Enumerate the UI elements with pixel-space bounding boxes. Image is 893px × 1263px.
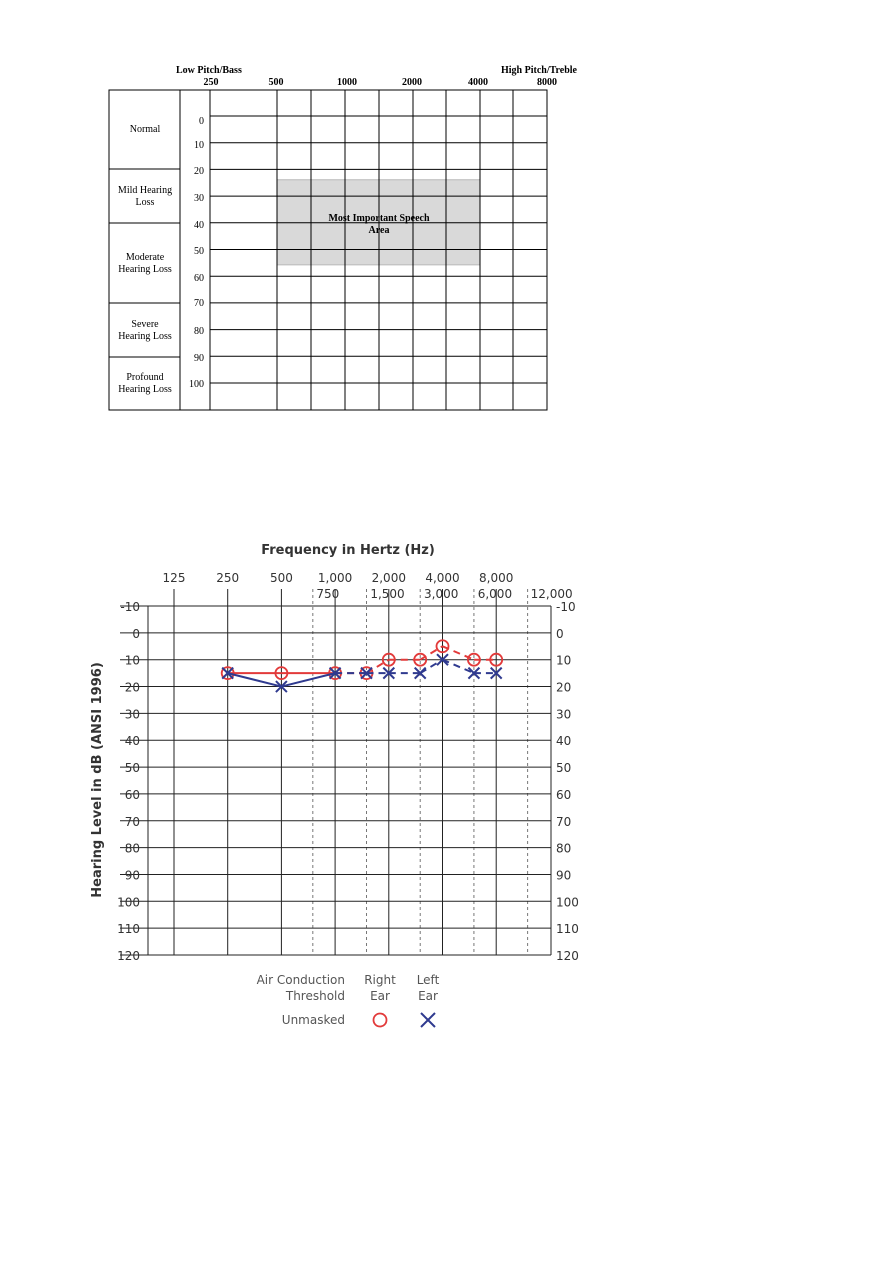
legend-right-ear-label: Right [364, 973, 396, 987]
frequency-label-2000: 2000 [402, 77, 422, 88]
x-tick-major-8,000: 8,000 [479, 571, 514, 585]
db-label-10: 10 [194, 140, 204, 151]
y-tick-left-0: 0 [132, 626, 140, 641]
category-label: Moderate [125, 252, 165, 263]
y-tick-left-20: 20 [124, 680, 140, 695]
x-tick-major-2,000: 2,000 [371, 571, 406, 585]
legend-row-label: Air Conduction [256, 973, 345, 987]
legend-left-ear-label: Left [416, 973, 440, 987]
x-tick-minor-1,500: 1,500 [370, 587, 405, 601]
db-label-90: 90 [194, 353, 204, 364]
category-label: Hearing Loss [118, 384, 172, 395]
y-tick-left-50: 50 [124, 761, 140, 776]
x-tick-minor-3,000: 3,000 [424, 587, 459, 601]
x-tick-major-125: 125 [162, 571, 186, 585]
y-tick-right-10: 10 [556, 653, 572, 668]
header-high-pitch: High Pitch/Treble [500, 65, 577, 76]
y-tick-right-110: 110 [556, 922, 579, 937]
frequency-label-250: 250 [203, 77, 219, 88]
legend-left-ear-label: Ear [418, 989, 438, 1003]
category-label: Mild Hearing [117, 185, 173, 196]
y-tick-right-40: 40 [556, 734, 572, 749]
frequency-label-1000: 1000 [337, 77, 357, 88]
y-tick-right-80: 80 [556, 841, 572, 856]
x-tick-minor-12,000: 12,000 [530, 587, 573, 601]
y-tick-right--10: -10 [556, 600, 576, 614]
frequency-label-4000: 4000 [468, 77, 488, 88]
y-tick-left--10: -10 [120, 600, 140, 614]
legend-unmasked-label: Unmasked [281, 1013, 345, 1027]
y-tick-left-80: 80 [124, 841, 140, 856]
frequency-label-8000: 8000 [537, 77, 557, 88]
y-tick-left-120: 120 [117, 949, 140, 963]
y-tick-right-90: 90 [556, 868, 572, 883]
category-label: Loss [135, 197, 155, 208]
y-tick-left-30: 30 [124, 707, 140, 722]
x-tick-major-500: 500 [269, 571, 293, 585]
y-tick-left-100: 100 [117, 895, 140, 910]
y-tick-left-110: 110 [117, 922, 140, 937]
y-tick-right-0: 0 [556, 626, 564, 641]
y-tick-left-70: 70 [124, 814, 140, 829]
y-tick-right-30: 30 [556, 707, 572, 722]
legend-circle-icon [374, 1014, 387, 1027]
db-label-100: 100 [189, 379, 204, 390]
category-label: Hearing Loss [118, 331, 172, 342]
speech-area-label: Most Important Speech [328, 213, 430, 224]
db-label-30: 30 [194, 193, 204, 204]
y-tick-right-60: 60 [556, 787, 572, 802]
audiogram-title: Frequency in Hertz (Hz) [261, 543, 435, 558]
y-axis-label: Hearing Level in dB (ANSI 1996) [90, 662, 105, 898]
y-tick-left-10: 10 [124, 653, 140, 668]
y-tick-left-90: 90 [124, 868, 140, 883]
y-tick-left-60: 60 [124, 787, 140, 802]
y-tick-right-50: 50 [556, 761, 572, 776]
y-tick-right-20: 20 [556, 680, 572, 695]
category-label: Hearing Loss [118, 264, 172, 275]
x-tick-major-1,000: 1,000 [317, 571, 353, 585]
category-label: Profound [126, 372, 164, 383]
y-tick-right-120: 120 [556, 949, 579, 963]
category-label: Normal [129, 124, 161, 135]
y-tick-right-70: 70 [556, 814, 572, 829]
header-low-pitch: Low Pitch/Bass [176, 65, 242, 76]
db-label-20: 20 [194, 166, 204, 177]
db-label-0: 0 [199, 116, 204, 127]
db-label-50: 50 [194, 246, 204, 257]
left-ear-line-segment [281, 673, 335, 686]
left-ear-line-segment [228, 673, 282, 686]
x-tick-minor-6,000: 6,000 [477, 587, 513, 601]
category-label: Severe [131, 319, 159, 330]
x-tick-minor-750: 750 [316, 587, 340, 601]
db-label-40: 40 [194, 220, 204, 231]
frequency-label-500: 500 [268, 77, 284, 88]
legend-right-ear-label: Ear [370, 989, 390, 1003]
speech-area-label: Area [368, 225, 390, 236]
y-tick-right-100: 100 [556, 895, 579, 910]
db-label-60: 60 [194, 273, 204, 284]
legend-row-label: Threshold [285, 989, 345, 1003]
x-tick-major-250: 250 [216, 571, 240, 585]
y-tick-left-40: 40 [124, 734, 140, 749]
db-label-80: 80 [194, 326, 204, 337]
db-label-70: 70 [194, 298, 204, 309]
x-tick-major-4,000: 4,000 [425, 571, 460, 585]
